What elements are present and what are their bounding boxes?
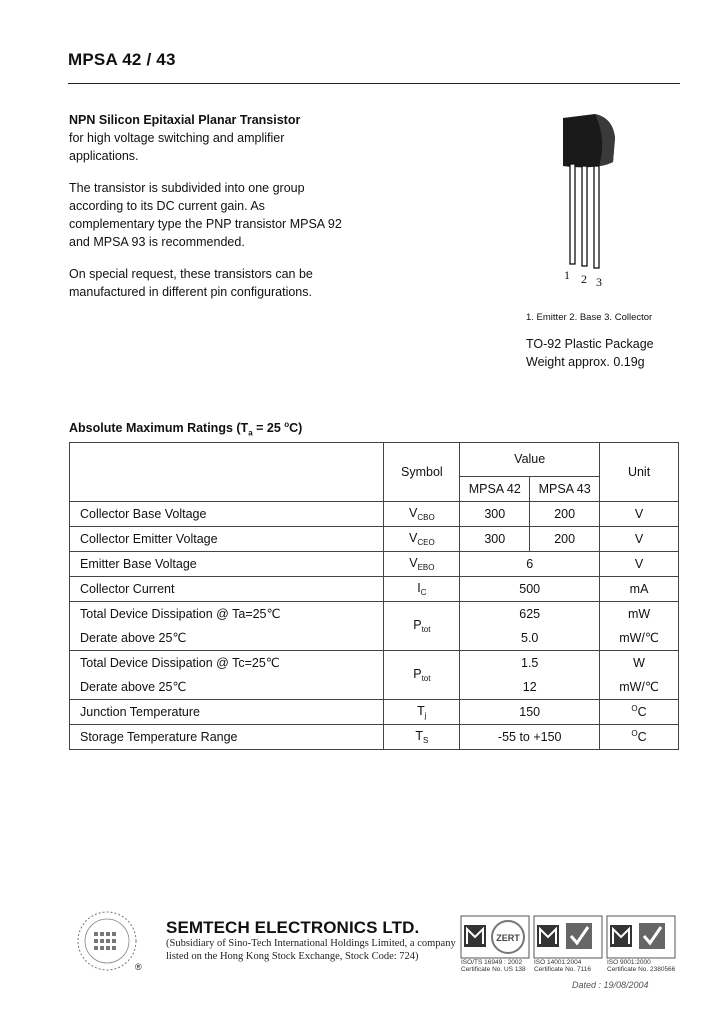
param-cell: Emitter Base Voltage: [70, 552, 384, 577]
symbol-sub: EBO: [417, 563, 435, 572]
header-unit: Unit: [600, 443, 679, 502]
ratings-title-sub: a: [248, 428, 253, 438]
value-cell: 150: [460, 700, 600, 725]
param-line-2: Derate above 25℃: [80, 631, 187, 645]
cert-caption-3: [607, 959, 675, 973]
unit-line-1: W: [633, 656, 645, 670]
ratings-title-deg: o: [284, 420, 290, 429]
value-cell: 6: [460, 552, 600, 577]
symbol-main: P: [413, 618, 422, 632]
ratings-title-eq: = 25: [252, 421, 285, 436]
company-sub-line-1: (Subsidiary of Sino-Tech International Holdings Limited, a company: [166, 938, 456, 949]
value-mpsa43: 200: [530, 527, 600, 552]
intro-heading: NPN Silicon Epitaxial Planar Transistor: [69, 113, 301, 127]
cert1-line-1: ISO/TS 16949 : 2002: [461, 959, 523, 966]
symbol-sub: tot: [421, 674, 431, 683]
header-mpsa42: MPSA 42: [460, 476, 530, 501]
unit-cell: V: [600, 527, 679, 552]
registered-mark: ®: [135, 962, 142, 972]
unit-cell: [600, 602, 679, 651]
symbol-sub: j: [424, 711, 427, 720]
symbol-cell: [384, 651, 460, 700]
value-mpsa42: 300: [460, 527, 530, 552]
cert-logo-1: [461, 916, 529, 958]
symbol-sub: CBO: [417, 513, 435, 522]
intro-para3-line-2: manufactured in different pin configurations.: [69, 285, 312, 299]
unit-cell: [600, 725, 679, 750]
company-sub-line-2: listed on the Hong Kong Stock Exchange, Stock Code: 724): [166, 951, 419, 962]
unit-degree: O: [631, 729, 638, 739]
unit-line-2: mW/℃: [619, 631, 659, 645]
cert-logo-3: [607, 916, 675, 958]
cert3-line-2: Certificate No. 2380566: [607, 966, 676, 973]
semtech-logo: [76, 910, 138, 972]
symbol-cell: [384, 602, 460, 651]
value-line-1: 625: [519, 607, 541, 621]
header-value: Value: [460, 443, 600, 477]
intro-para2-line-3: complementary type the PNP transistor MPSA 92: [69, 217, 342, 231]
company-name: SEMTECH ELECTRONICS LTD.: [166, 918, 420, 937]
svg-text:ZERT: ZERT: [496, 933, 520, 943]
value-cell: -55 to +150: [460, 725, 600, 750]
param-cell: [70, 651, 384, 700]
intro-para2-line-1: The transistor is subdivided into one group: [69, 181, 305, 195]
symbol-sub: CEO: [417, 538, 435, 547]
table-row: [70, 700, 679, 725]
table-row: [70, 552, 679, 577]
symbol-sub: S: [422, 736, 429, 745]
unit-cell: [600, 700, 679, 725]
param-line-1: Total Device Dissipation @ Ta=25℃: [80, 607, 281, 621]
symbol-cell: [384, 527, 460, 552]
pin-1-label: 1: [564, 268, 570, 282]
pin-legend: 1. Emitter 2. Base 3. Collector: [526, 312, 653, 323]
value-mpsa42: 300: [460, 502, 530, 527]
param-cell: [70, 602, 384, 651]
cert2-line-1: ISO 14001:2004: [534, 959, 582, 966]
value-line-2: 12: [522, 680, 537, 694]
title-rule: [68, 83, 680, 84]
table-row: [70, 577, 679, 602]
symbol-cell: [384, 502, 460, 527]
pin-3-label: 3: [596, 275, 602, 289]
header-mpsa43: MPSA 43: [530, 476, 600, 501]
unit-line-2: mW/℃: [619, 680, 659, 694]
unit-line-1: mW: [627, 607, 651, 621]
param-line-2: Derate above 25℃: [80, 680, 187, 694]
symbol-main: V: [409, 531, 418, 545]
symbol-main: T: [417, 704, 425, 718]
header-symbol: Symbol: [384, 443, 460, 502]
cert3-line-1: ISO 9001:2000: [607, 959, 651, 966]
param-cell: Storage Temperature Range: [70, 725, 384, 750]
intro-para2-line-2: according to its DC current gain. As: [69, 199, 265, 213]
symbol-main: I: [417, 581, 421, 595]
param-cell: Collector Emitter Voltage: [70, 527, 384, 552]
table-row: [70, 502, 679, 527]
cert1-line-2: Certificate No. US 138: [461, 966, 526, 973]
intro-para2-line-4: and MPSA 93 is recommended.: [69, 235, 245, 249]
value-cell: [460, 602, 600, 651]
ratings-title-main: Absolute Maximum Ratings (T: [69, 421, 249, 436]
param-cell: Junction Temperature: [70, 700, 384, 725]
symbol-cell: [384, 725, 460, 750]
unit-main: C: [637, 705, 647, 720]
symbol-cell: [384, 552, 460, 577]
unit-main: C: [637, 730, 647, 745]
value-mpsa43: 200: [530, 502, 600, 527]
param-cell: Collector Base Voltage: [70, 502, 384, 527]
intro-line-1: for high voltage switching and amplifier: [69, 131, 285, 145]
page-title: MPSA 42 / 43: [68, 50, 176, 69]
symbol-sub: C: [420, 588, 427, 597]
cert-caption-1: [461, 959, 526, 973]
table-header-row: [70, 443, 679, 477]
cert-caption-2: [534, 959, 591, 973]
value-cell: 500: [460, 577, 600, 602]
cert2-line-2: Certificate No. 7116: [534, 966, 591, 973]
symbol-sub: tot: [421, 625, 431, 634]
dated-text: Dated : 19/08/2004: [572, 980, 649, 990]
unit-cell: [600, 651, 679, 700]
package-weight: Weight approx. 0.19g: [526, 355, 645, 369]
param-cell: Collector Current: [70, 577, 384, 602]
pin-2-label: 2: [581, 272, 587, 286]
intro-text: [69, 111, 369, 315]
symbol-main: V: [409, 506, 418, 520]
to92-package-drawing: [555, 110, 645, 290]
value-line-1: 1.5: [521, 656, 539, 670]
param-line-1: Total Device Dissipation @ Tc=25℃: [80, 656, 280, 670]
ratings-title-end: C): [289, 421, 303, 436]
value-line-2: 5.0: [521, 631, 539, 645]
unit-cell: V: [600, 552, 679, 577]
table-row: [70, 651, 679, 700]
intro-line-2: applications.: [69, 149, 139, 163]
header-param: [70, 443, 384, 502]
value-cell: [460, 651, 600, 700]
ratings-table: [69, 442, 679, 750]
unit-cell: mA: [600, 577, 679, 602]
intro-para3-line-1: On special request, these transistors can be: [69, 267, 313, 281]
symbol-cell: [384, 577, 460, 602]
table-row: [70, 527, 679, 552]
table-row: [70, 602, 679, 651]
package-name: TO-92 Plastic Package: [526, 337, 654, 351]
company-subtitle: [166, 937, 456, 963]
symbol-cell: [384, 700, 460, 725]
unit-cell: V: [600, 502, 679, 527]
ratings-title: [69, 420, 302, 438]
package-info: [526, 335, 654, 371]
symbol-main: T: [415, 729, 423, 743]
unit-degree: O: [631, 704, 638, 714]
table-row: [70, 725, 679, 750]
symbol-main: V: [409, 556, 418, 570]
cert-logo-2: [534, 916, 602, 958]
symbol-main: P: [413, 667, 422, 681]
